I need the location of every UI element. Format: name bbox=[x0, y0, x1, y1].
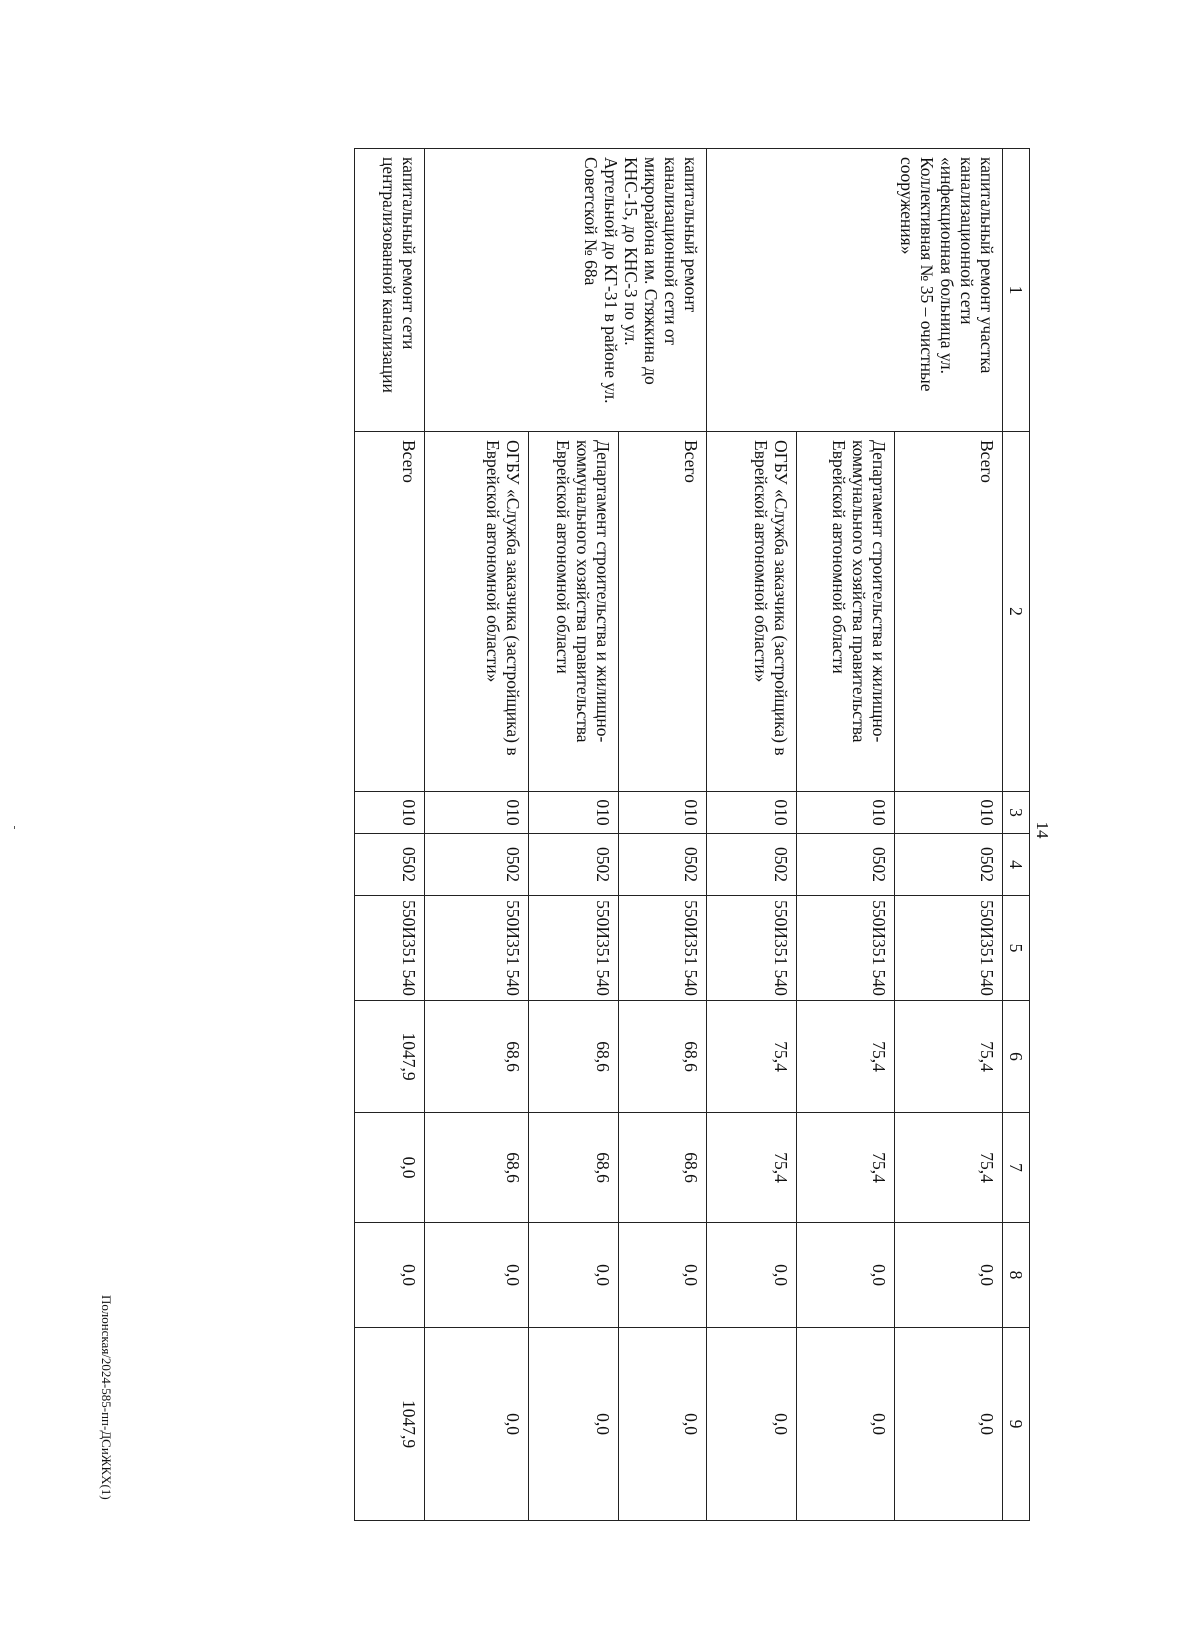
scan-mark bbox=[14, 826, 15, 829]
value-cell: 0,0 bbox=[895, 1328, 1003, 1521]
object-name-cell: капитальный ремонт сети централизованной канализации bbox=[355, 149, 425, 432]
code-cell: 010 bbox=[619, 792, 707, 834]
header-cell: 4 bbox=[1003, 834, 1030, 896]
code-cell: 0502 bbox=[895, 834, 1003, 896]
code-cell: 010 bbox=[797, 792, 895, 834]
value-cell: 0,0 bbox=[529, 1328, 619, 1521]
value-cell: 0,0 bbox=[619, 1328, 707, 1521]
executor-cell: Всего bbox=[355, 432, 425, 792]
object-name-cell: капитальный ремонт участка канализационной сети «инфекционная больница ул. Коллективная № 35 – очистные сооружения» bbox=[707, 149, 1003, 432]
code-cell: 010 bbox=[529, 792, 619, 834]
table-row bbox=[355, 149, 425, 1521]
value-cell: 68,6 bbox=[619, 1113, 707, 1223]
header-cell: 5 bbox=[1003, 896, 1030, 1001]
object-name-cell: капитальный ремонт канализационной сети от микрорайона им. Стяжкина до КНС-15, до КНС-3 по ул. Артельной до КГ-31 в районе ул. Советской № 68а bbox=[425, 149, 707, 432]
value-cell: 0,0 bbox=[797, 1223, 895, 1328]
value-cell: 1047,9 bbox=[355, 1001, 425, 1113]
value-cell: 0,0 bbox=[355, 1113, 425, 1223]
value-cell: 75,4 bbox=[797, 1113, 895, 1223]
header-cell: 3 bbox=[1003, 792, 1030, 834]
value-cell: 75,4 bbox=[895, 1113, 1003, 1223]
code-cell: 0502 bbox=[619, 834, 707, 896]
budget-table bbox=[354, 148, 1030, 1521]
value-cell: 0,0 bbox=[895, 1223, 1003, 1328]
executor-cell: Департамент строительства и жилищно-коммунального хозяйства правительства Еврейской автономной области bbox=[529, 432, 619, 792]
code-cell: 010 bbox=[895, 792, 1003, 834]
header-cell: 8 bbox=[1003, 1223, 1030, 1328]
header-cell: 6 bbox=[1003, 1001, 1030, 1113]
header-cell: 7 bbox=[1003, 1113, 1030, 1223]
code-cell: 0502 bbox=[425, 834, 529, 896]
code-cell: 550И351 540 bbox=[355, 896, 425, 1001]
code-cell: 010 bbox=[707, 792, 797, 834]
executor-cell: ОГБУ «Служба заказчика (застройщика) в Еврейской автономной области» bbox=[425, 432, 529, 792]
value-cell: 0,0 bbox=[707, 1328, 797, 1521]
code-cell: 0502 bbox=[797, 834, 895, 896]
value-cell: 1047,9 bbox=[355, 1328, 425, 1521]
header-cell: 2 bbox=[1003, 432, 1030, 792]
code-cell: 010 bbox=[425, 792, 529, 834]
code-cell: 550И351 540 bbox=[529, 896, 619, 1001]
code-cell: 550И351 540 bbox=[619, 896, 707, 1001]
value-cell: 0,0 bbox=[619, 1223, 707, 1328]
value-cell: 0,0 bbox=[425, 1328, 529, 1521]
value-cell: 68,6 bbox=[425, 1001, 529, 1113]
document-reference: Полонская/2024-585-пп-ДСиЖКХ(1) bbox=[99, 1295, 114, 1500]
executor-cell: Департамент строительства и жилищно-коммунального хозяйства правительства Еврейской автономной области bbox=[797, 432, 895, 792]
value-cell: 75,4 bbox=[797, 1001, 895, 1113]
code-cell: 550И351 540 bbox=[707, 896, 797, 1001]
value-cell: 68,6 bbox=[425, 1113, 529, 1223]
header-row bbox=[1003, 149, 1030, 1521]
value-cell: 0,0 bbox=[707, 1223, 797, 1328]
code-cell: 010 bbox=[355, 792, 425, 834]
header-cell: 9 bbox=[1003, 1328, 1030, 1521]
header-cell: 1 bbox=[1003, 149, 1030, 432]
value-cell: 75,4 bbox=[707, 1113, 797, 1223]
code-cell: 550И351 540 bbox=[895, 896, 1003, 1001]
code-cell: 0502 bbox=[707, 834, 797, 896]
table-row bbox=[895, 149, 1003, 1521]
page-number: 14 bbox=[1033, 821, 1052, 839]
code-cell: 550И351 540 bbox=[797, 896, 895, 1001]
code-cell: 0502 bbox=[529, 834, 619, 896]
code-cell: 550И351 540 bbox=[425, 896, 529, 1001]
value-cell: 0,0 bbox=[529, 1223, 619, 1328]
value-cell: 68,6 bbox=[619, 1001, 707, 1113]
code-cell: 0502 bbox=[355, 834, 425, 896]
value-cell: 75,4 bbox=[895, 1001, 1003, 1113]
value-cell: 68,6 bbox=[529, 1001, 619, 1113]
value-cell: 0,0 bbox=[355, 1223, 425, 1328]
value-cell: 68,6 bbox=[529, 1113, 619, 1223]
table-row bbox=[619, 149, 707, 1521]
value-cell: 0,0 bbox=[797, 1328, 895, 1521]
value-cell: 0,0 bbox=[425, 1223, 529, 1328]
executor-cell: ОГБУ «Служба заказчика (застройщика) в Еврейской автономной области» bbox=[707, 432, 797, 792]
value-cell: 75,4 bbox=[707, 1001, 797, 1113]
executor-cell: Всего bbox=[895, 432, 1003, 792]
executor-cell: Всего bbox=[619, 432, 707, 792]
